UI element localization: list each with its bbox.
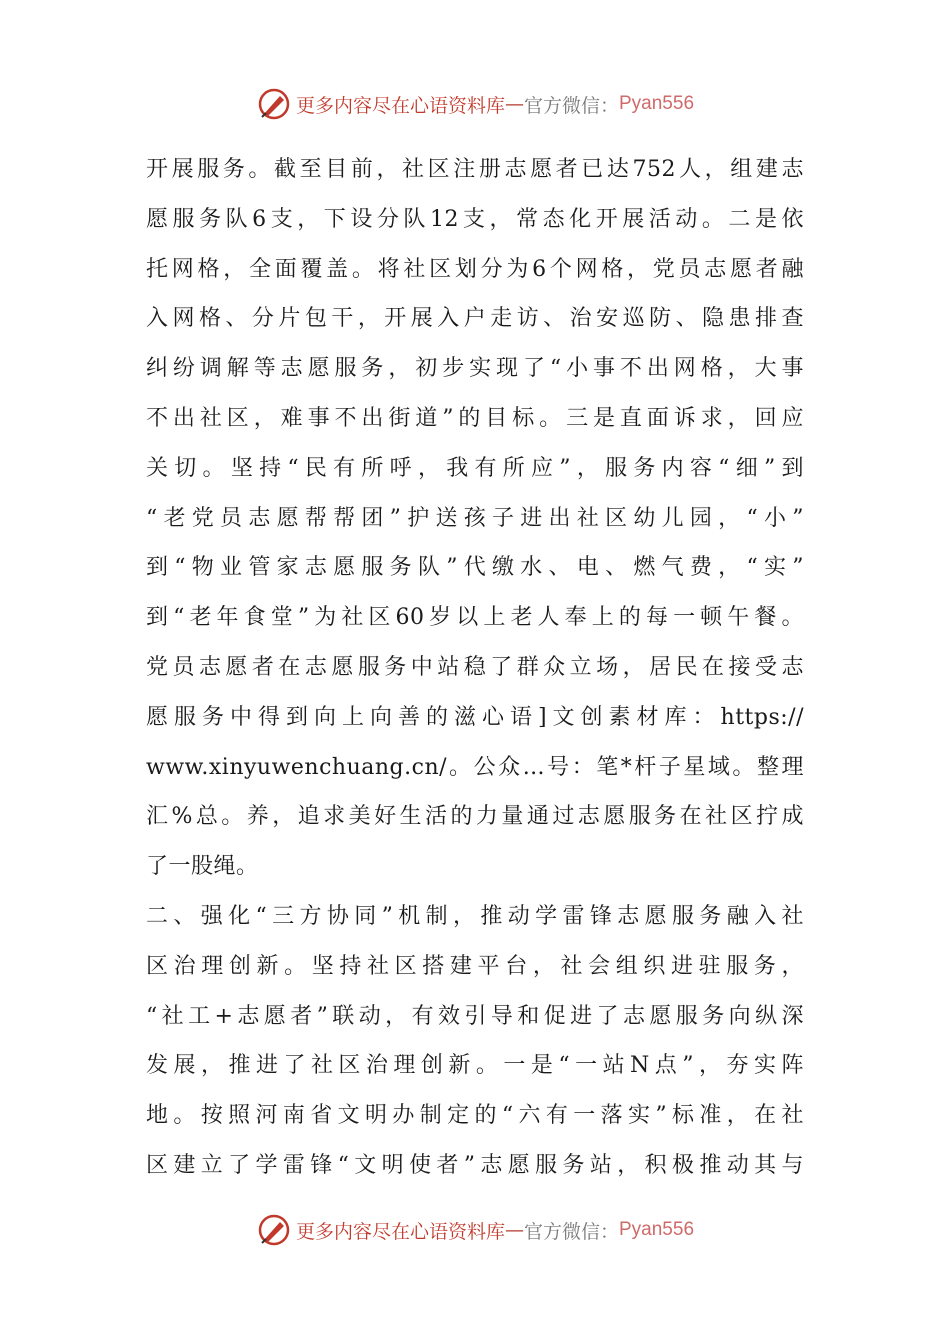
pen-logo-icon — [256, 1212, 292, 1248]
text-line: 区建立了学雷锋“文明使者”志愿服务站，积极推动其与 — [146, 1152, 804, 1178]
banner-dash: — — [504, 93, 524, 115]
text-line: 关切。坚持“民有所呼，我有所应”，服务内容“细”到 — [146, 455, 804, 481]
text-line: 到“物业管家志愿服务队”代缴水、电、燃气费，“实” — [146, 555, 804, 581]
text-line: 二、强化“三方协同”机制，推动学雷锋志愿服务融入社 — [146, 903, 804, 929]
banner-main-text: 更多内容尽在心语资料库 — [295, 1220, 505, 1243]
text-line: 入网格、分片包干，开展入户走访、治安巡防、隐患排查 — [146, 306, 804, 332]
text-line: 了一股绳。 — [146, 854, 259, 880]
text-line: “老党员志愿帮帮团”护送孩子进出社区幼儿园，“小” — [146, 505, 804, 531]
text-line: 托网格，全面覆盖。将社区划分为6个网格，党员志愿者融 — [146, 256, 804, 282]
text-line: 区治理创新。坚持社区搭建平台，社会组织进驻服务， — [146, 953, 804, 979]
banner-dash: — — [504, 1219, 524, 1241]
text-line: 愿服务队6支，下设分队12支，常态化开展活动。二是依 — [146, 206, 804, 232]
text-line: “社工+志愿者”联动，有效引导和促进了志愿服务向纵深 — [146, 1003, 804, 1029]
text-line: 开展服务。截至目前，社区注册志愿者已达752人，组建志 — [146, 157, 804, 182]
banner-wechat-id: Pyan556 — [619, 93, 695, 114]
text-line: 发展，推进了社区治理创新。一是“一站N点”，夯实阵 — [146, 1053, 804, 1079]
text-line: www.xinyuwenchuang.cn/。公众…号：笔*杆子星域。整理 — [146, 754, 804, 780]
banner-main-text: 更多内容尽在心语资料库 — [295, 94, 505, 117]
banner-sub-text: 官方微信： — [523, 94, 619, 117]
text-line: 愿服务中得到向上向善的滋心语]文创素材库：https:// — [146, 704, 804, 730]
document-body — [146, 145, 804, 1191]
banner-sub-text: 官方微信： — [523, 1220, 619, 1243]
text-line: 地。按照河南省文明办制定的“六有一落实”标准，在社 — [146, 1103, 804, 1129]
text-line: 到“老年食堂”为社区60岁以上老人奉上的每一顿午餐。 — [146, 605, 804, 631]
footer-watermark — [0, 1210, 950, 1250]
pen-logo-icon — [256, 86, 292, 122]
banner-wechat-id: Pyan556 — [619, 1219, 695, 1240]
text-line: 纠纷调解等志愿服务，初步实现了“小事不出网格，大事 — [146, 356, 804, 382]
text-line: 汇%总。养，追求美好生活的力量通过志愿服务在社区拧成 — [146, 804, 804, 830]
text-line: 不出社区，难事不出街道”的目标。三是直面诉求，回应 — [146, 405, 804, 431]
text-line: 党员志愿者在志愿服务中站稳了群众立场，居民在接受志 — [146, 654, 804, 680]
header-watermark — [0, 84, 950, 124]
